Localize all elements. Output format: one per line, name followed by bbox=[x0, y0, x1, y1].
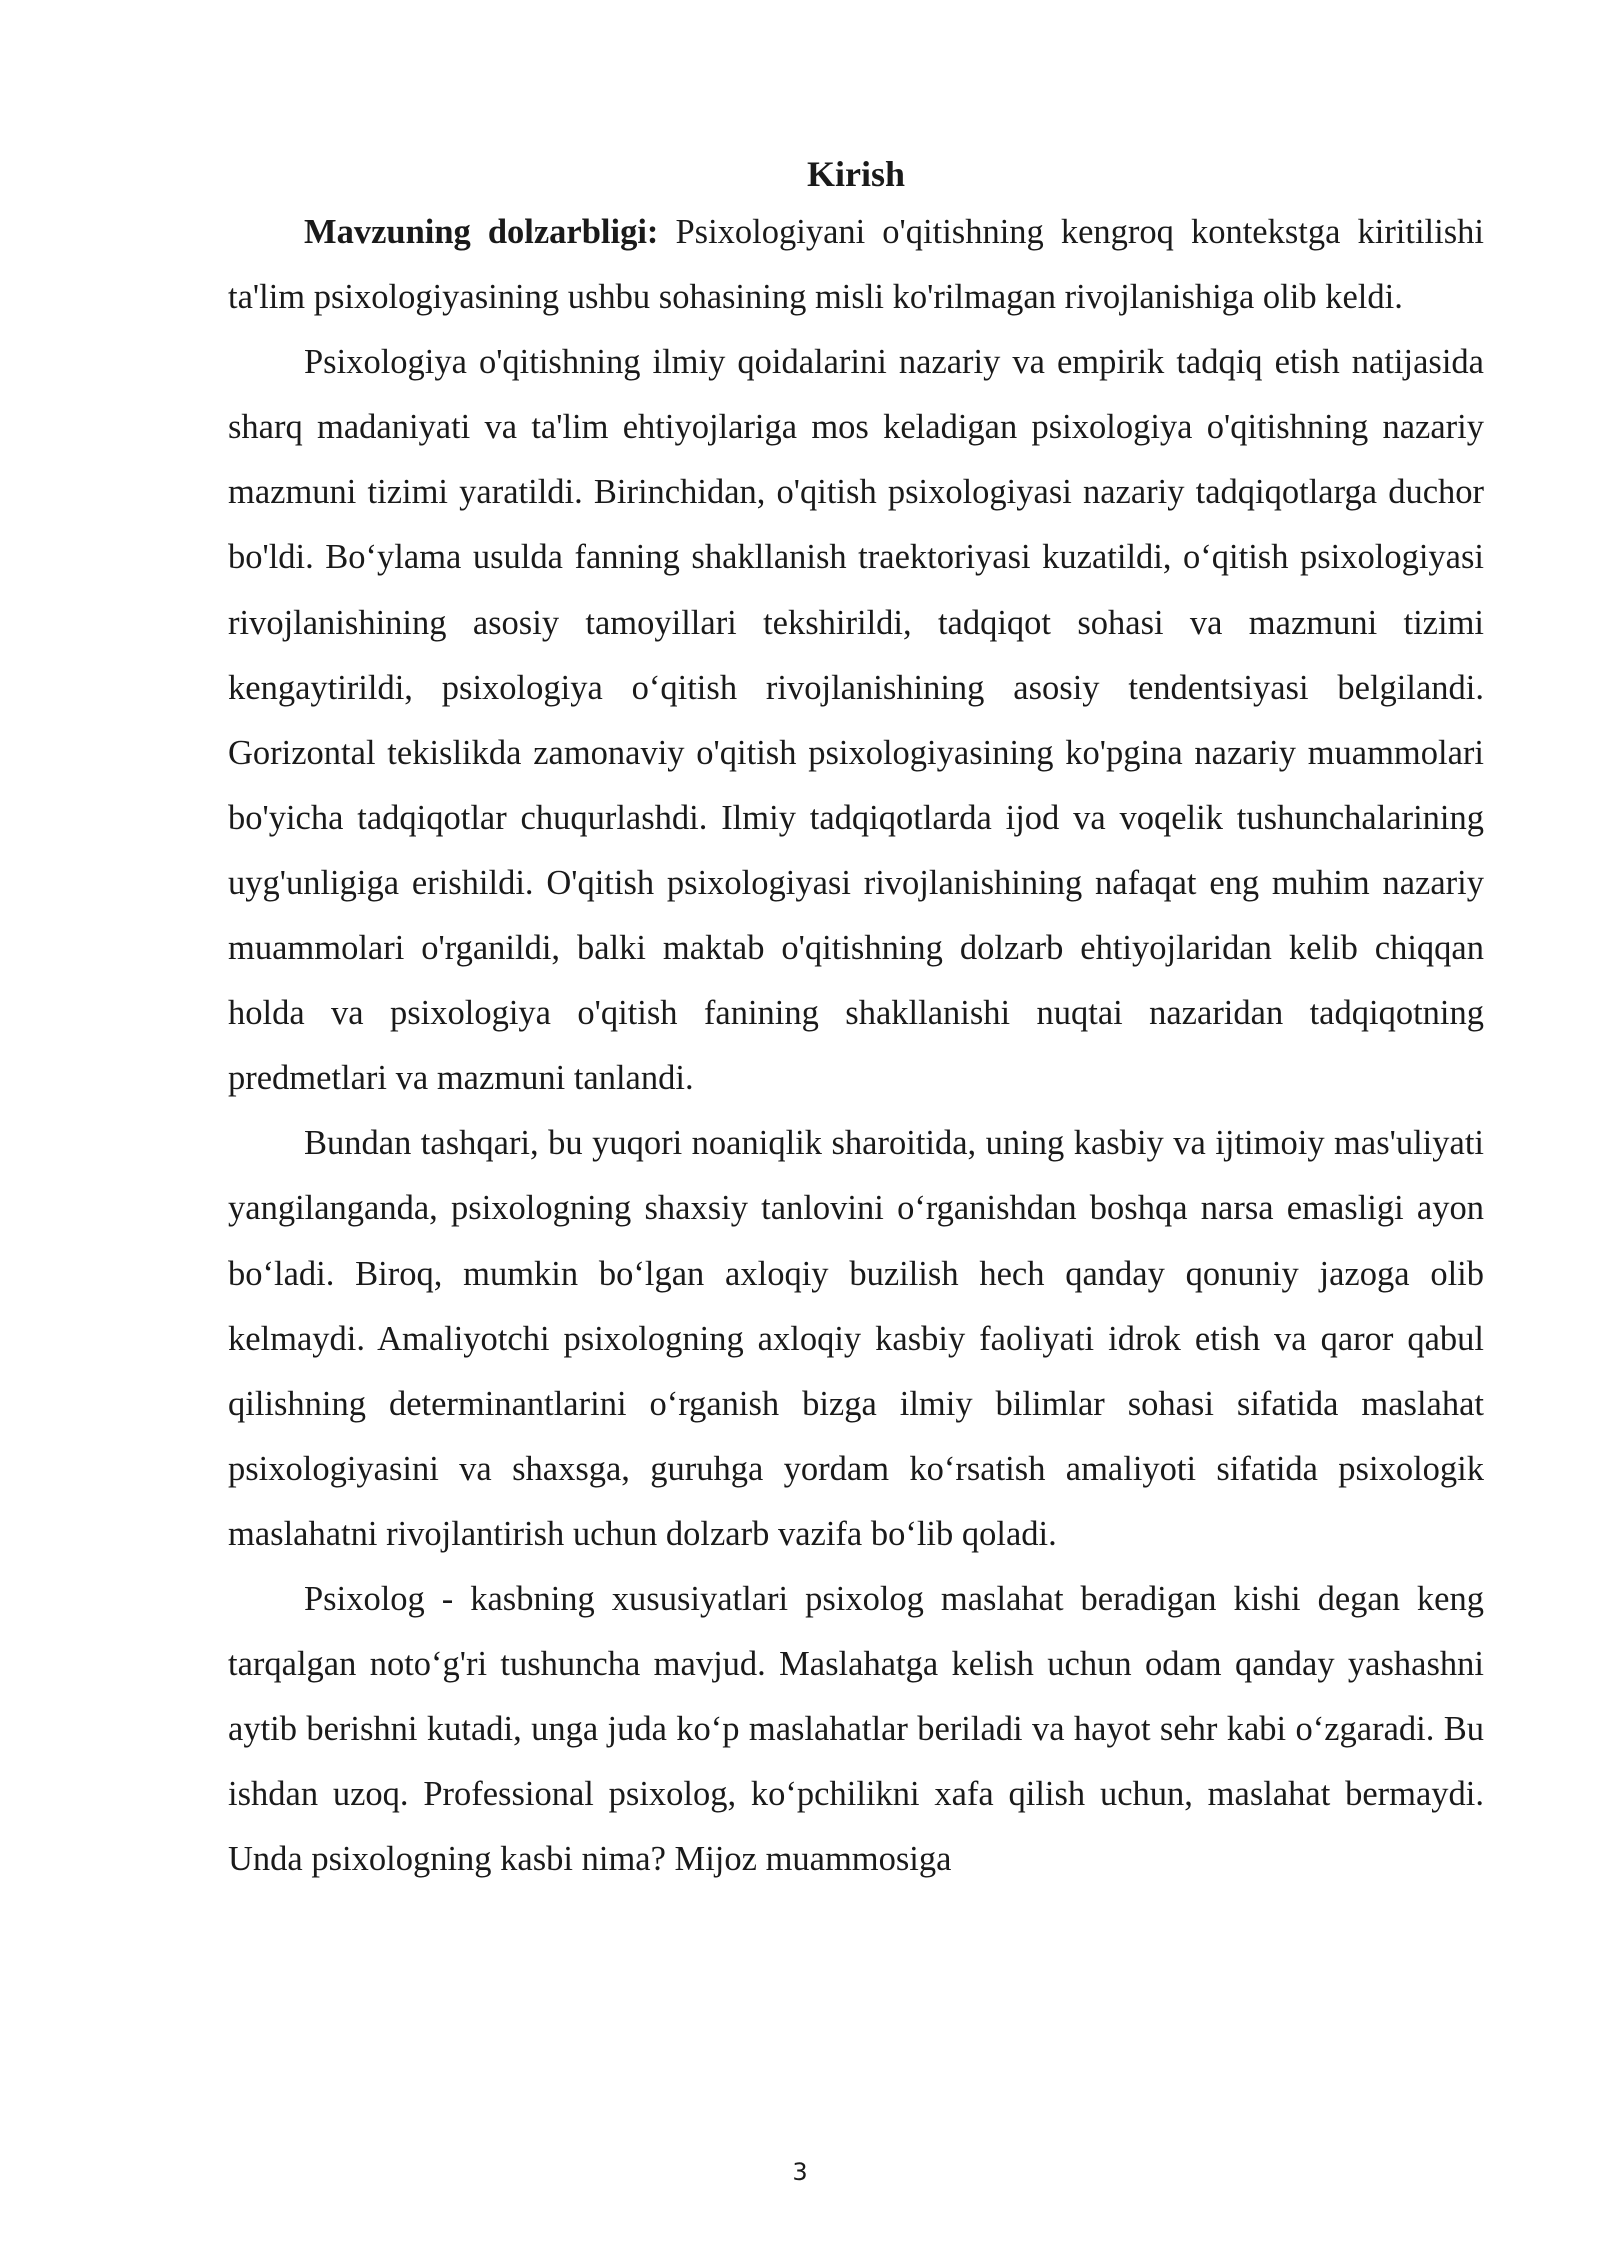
document-page bbox=[228, 148, 1484, 1892]
paragraph-body: Psixologiya o'qitishning ilmiy qoidalarini nazariy va empirik tadqiq etish natijasida sharq madaniyati va ta'lim ehtiyojlariga mos keladigan psixologiya o'qitishning nazariy mazmuni tizimi yaratildi. Birinchidan, o'qitish psixologiyasi nazariy tadqiqotlarga duchor bo'ldi. Bo‘ylama usulda fanning shakllanish traektoriyasi kuzatildi, o‘qitish psixologiyasi rivojlanishining asosiy tamoyillari tekshirildi, tadqiqot sohasi va mazmuni tizimi kengaytirildi, psixologiya o‘qitish rivojlanishining asosiy tendentsiyasi belgilandi. Gorizontal tekislikda zamonaviy o'qitish psixologiyasining ko'pgina nazariy muammolari bo'yicha tadqiqotlar chuqurlashdi. Ilmiy tadqiqotlarda ijod va voqelik tushunchalarining uyg'unligiga erishildi. O'qitish psixologiyasi rivojlanishining nafaqat eng muhim nazariy muammolari o'rganildi, balki maktab o'qitishning dolzarb ehtiyojlaridan kelib chiqqan holda va psixologiya o'qitish fanining shakllanishi nuqtai nazaridan tadqiqotning predmetlari va mazmuni tanlandi. bbox=[228, 343, 1484, 1098]
page-number: 3 bbox=[792, 2158, 808, 2186]
paragraph-relevance bbox=[228, 200, 1484, 330]
paragraph-lead: Mavzuning dolzarbligi: bbox=[304, 213, 659, 251]
paragraph-text: Psixologiyani o'qitishning kengroq kontekstga kiritilishi ta'lim psixologiyasining ushbu sohasining misli ko'rilmagan rivojlanishiga olib keldi. bbox=[228, 213, 1484, 317]
document-title: Kirish bbox=[806, 154, 905, 194]
paragraph-body: Bundan tashqari, bu yuqori noaniqlik sharoitida, uning kasbiy va ijtimoiy mas'uliyati yangilanganda, psixologning shaxsiy tanlovini o‘rganishdan boshqa narsa emasligi ayon bo‘ladi. Biroq, mumkin bo‘lgan axloqiy buzilish hech qanday qonuniy jazoga olib kelmaydi. Amaliyotchi psixologning axloqiy kasbiy faoliyati idrok etish va qaror qabul qilishning determinantlarini o‘rganish bizga ilmiy bilimlar sohasi sifatida maslahat psixologiyasini va shaxsga, guruhga yordam ko‘rsatish amaliyoti sifatida psixologik maslahatni rivojlantirish uchun dolzarb vazifa bo‘lib qoladi. bbox=[228, 1124, 1484, 1553]
paragraph-body: Psixolog - kasbning xususiyatlari psixolog maslahat beradigan kishi degan keng tarqalgan noto‘g'ri tushuncha mavjud. Maslahatga kelish uchun odam qanday yashashni aytib berishni kutadi, unga juda ko‘p maslahatlar beriladi va hayot sehr kabi o‘zgaradi. Bu ishdan uzoq. Professional psixolog, ko‘pchilikni xafa qilish uchun, maslahat bermaydi. Unda psixologning kasbi nima? Mijoz muammosiga bbox=[228, 1579, 1484, 1879]
